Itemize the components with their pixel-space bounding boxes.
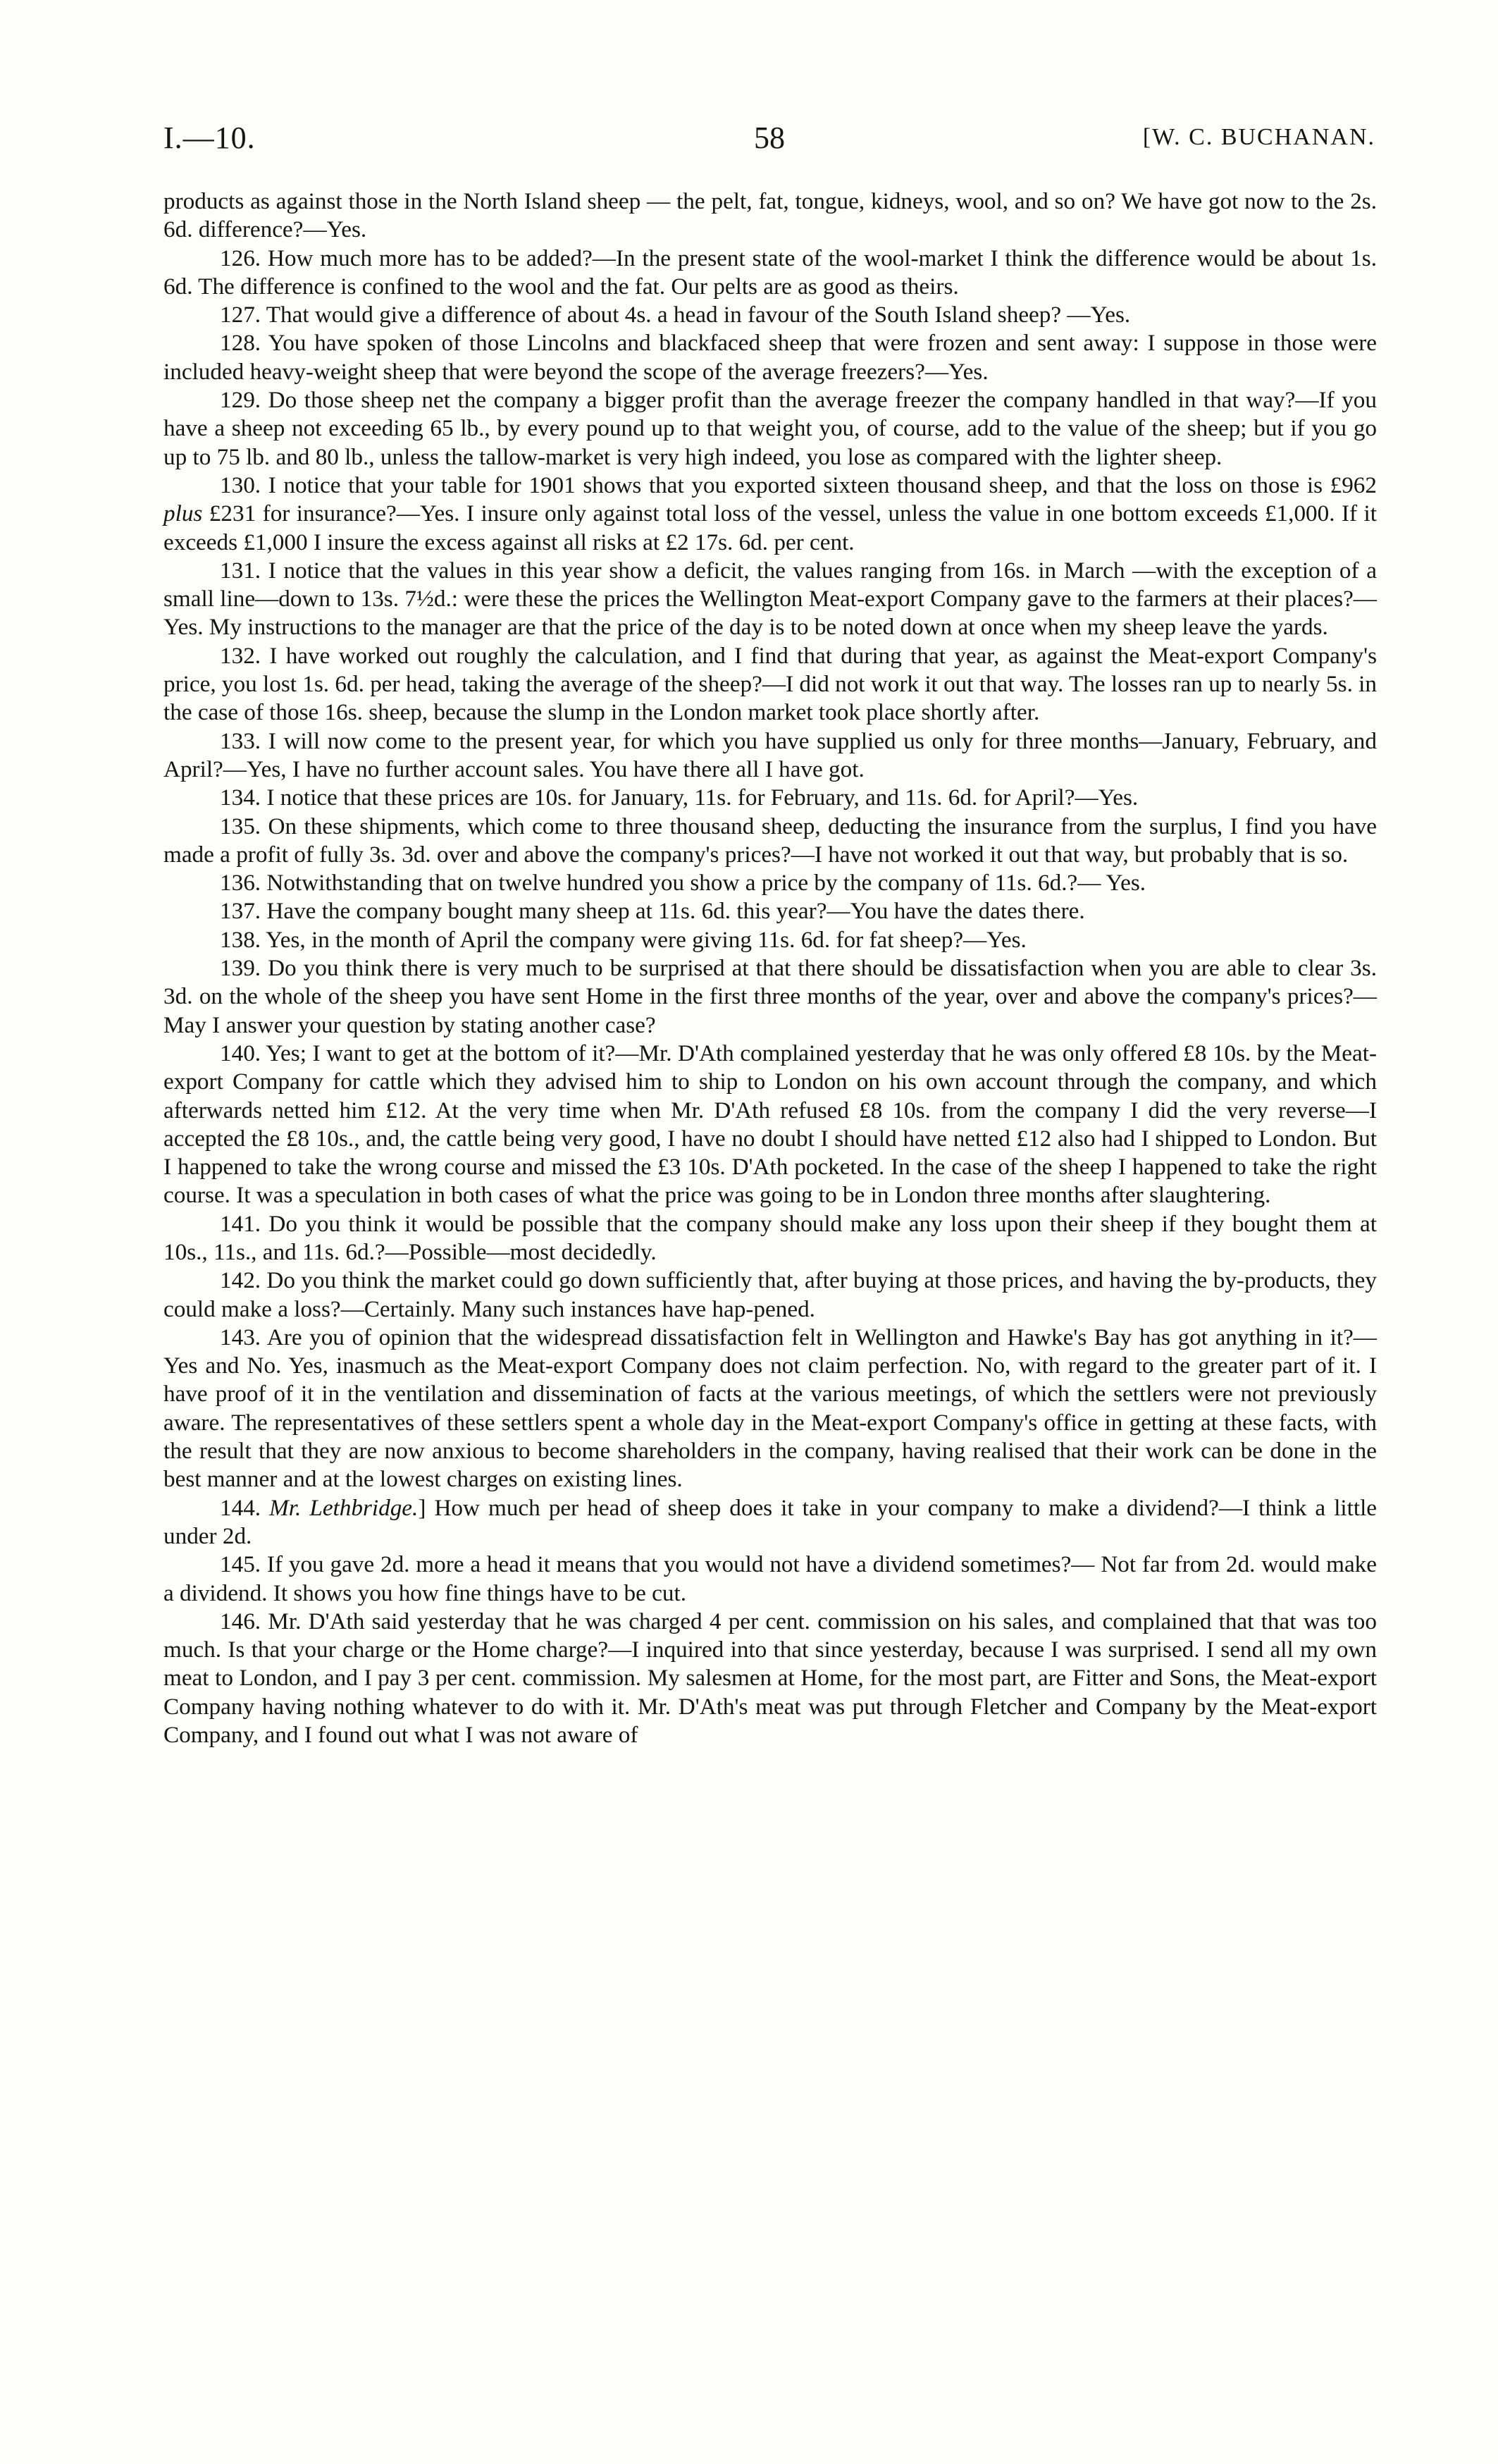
paragraph-139: 139. Do you think there is very much to be surprised at that there should be dissatisfaction when you are able to clear 3s. 3d. on the whole of the sheep you have sent Home in the first three months of the year, over and above the company's prices?—May I answer your question by stating another case? xyxy=(163,955,1377,1038)
paragraph-133: 133. I will now come to the present year, for which you have supplied us only for three months—January, February, and April?—Yes, I have no further account sales. You have there all I have got. xyxy=(163,727,1377,782)
paragraph-135: 135. On these shipments, which come to three thousand sheep, deducting the insurance from the surplus, I find you have made a profit of fully 3s. 3d. over and above the company's prices?—I have not worked it out that way, but probably that is so. xyxy=(163,813,1377,868)
paragraph-144-text: How much per head of sheep does it take in your company to make a dividend?—I think a little under 2d. xyxy=(163,1494,1378,1549)
paper-reference: I.—10. xyxy=(163,121,256,155)
paragraph-continued: products as against those in the North Island sheep — the pelt, fat, tongue, kidneys, wool, and so on? We have got now to the 2s. 6d. difference?—Yes. xyxy=(163,188,1377,243)
paragraph-131: 131. I notice that the values in this year show a deficit, the values ranging from 16s. in March —with the exception of a small line—down to 13s. 7½d.: were these the prices the Wellington Meat-export Company gave to the farmers at their places?—Yes. My instructions to the manager are that the price of the day is to be noted down at once when my sheep leave the yards. xyxy=(163,557,1377,641)
paragraph-144-number: 144. xyxy=(220,1494,261,1521)
speaker-name: Mr. Lethbridge. xyxy=(269,1494,419,1521)
paragraph-144 xyxy=(163,1494,1377,1551)
paragraph-127: 127. That would give a difference of about 4s. a head in favour of the South Island sheep? —Yes. xyxy=(220,302,1131,328)
witness-name: [W. C. BUCHANAN. xyxy=(1142,124,1375,150)
paragraph-132: 132. I have worked out roughly the calculation, and I find that during that year, as against the Meat-export Company's price, you lost 1s. 6d. per head, taking the average of the sheep?—I did not work it out that way. The losses ran up to nearly 5s. in the case of those 16s. sheep, because the slump in the London market took place shortly after. xyxy=(163,642,1377,726)
paragraph-136: 136. Notwithstanding that on twelve hundred you show a price by the company of 11s. 6d.?— Yes. xyxy=(220,870,1146,897)
page-number: 58 xyxy=(754,121,785,155)
page-header xyxy=(163,120,1375,162)
paragraph-126: 126. How much more has to be added?—In the present state of the wool-market I think the difference would be about 1s. 6d. The difference is confined to the wool and the fat. Our pelts are as good as theirs. xyxy=(163,245,1377,300)
paragraph-129: 129. Do those sheep net the company a bigger profit than the average freezer the company handled in that way?—If you have a sheep not exceeding 65 lb., by every pound up to that weight you, of course, add to the value of the sheep; but if you go up to 75 lb. and 80 lb., unless the tallow-market is very high indeed, you lose as compared with the lighter sheep. xyxy=(163,387,1377,470)
paragraph-146: 146. Mr. D'Ath said yesterday that he was charged 4 per cent. commission on his sales, and complained that that was too much. Is that your charge or the Home charge?—I inquired into that since yesterday, because I was surprised. I send all my own meat to London, and I pay 3 per cent. commission. My salesmen at Home, for the most part, are Fitter and Sons, the Meat-export Company having nothing whatever to do with it. Mr. D'Ath's meat was put through Fletcher and Company by the Meat-export Company, and I found out what I was not aware of xyxy=(163,1608,1377,1749)
speaker-bracket: ] xyxy=(418,1494,426,1521)
paragraph-134: 134. I notice that these prices are 10s. for January, 11s. for February, and 11s. 6d. for April?—Yes. xyxy=(220,784,1139,811)
paragraph-142: 142. Do you think the market could go down sufficiently that, after buying at those prices, and having the by-products, they could make a loss?—Certainly. Many such instances have hap-pened. xyxy=(163,1267,1377,1322)
italic-plus: plus xyxy=(163,500,203,527)
paragraph-137: 137. Have the company bought many sheep at 11s. 6d. this year?—You have the dates there. xyxy=(220,898,1085,925)
paragraph-138: 138. Yes, in the month of April the company were giving 11s. 6d. for fat sheep?—Yes. xyxy=(220,926,1027,953)
paragraph-140: 140. Yes; I want to get at the bottom of it?—Mr. D'Ath complained yesterday that he was only offered £8 10s. by the Meat-export Company for cattle which they advised him to ship to London on his own account through the company, and which afterwards netted him £12. At the very time when Mr. D'Ath refused £8 10s. from the company I did the very reverse—I accepted the £8 10s., and, the cattle being very good, I have no doubt I should have netted £12 also had I shipped to London. But I happened to take the wrong course and missed the £3 10s. D'Ath pocketed. In the case of the sheep I happened to take the right course. It was a speculation in both cases of what the price was going to be in London three months after slaughtering. xyxy=(163,1040,1377,1209)
paragraph-128: 128. You have spoken of those Lincolns and blackfaced sheep that were frozen and sent away: I suppose in those were included heavy-weight sheep that were beyond the scope of the average freezers?—Yes. xyxy=(163,330,1377,385)
paragraph-141: 141. Do you think it would be possible that the company should make any loss upon their sheep if they bought them at 10s., 11s., and 11s. 6d.?—Possible—most decidedly. xyxy=(163,1210,1377,1265)
body-text xyxy=(163,187,1377,1749)
paragraph-130: 130. I notice that your table for 1901 shows that you exported sixteen thousand sheep, and that the loss on those is £962 plus £231 for insurance?—Yes. I insure only against total loss of the vessel, unless the value in one bottom exceeds £1,000. If it exceeds £1,000 I insure the excess against all risks at £2 17s. 6d. per cent. xyxy=(163,472,1377,555)
paragraph-143: 143. Are you of opinion that the widespread dissatisfaction felt in Wellington and Hawke's Bay has got anything in it?—Yes and No. Yes, inasmuch as the Meat-export Company does not claim perfection. No, with regard to the greater part of it. I have proof of it in the ventilation and dissemination of facts at the various meetings, of which the settlers were not previously aware. The representatives of these settlers spent a whole day in the Meat-export Company's office in getting at these facts, with the result that they are now anxious to become shareholders in the company, having realised that their work can be done in the best manner and at the lowest charges on existing lines. xyxy=(163,1324,1377,1493)
paragraph-145: 145. If you gave 2d. more a head it means that you would not have a dividend sometimes?— Not far from 2d. would make a dividend. It shows you how fine things have to be cut. xyxy=(163,1551,1377,1606)
